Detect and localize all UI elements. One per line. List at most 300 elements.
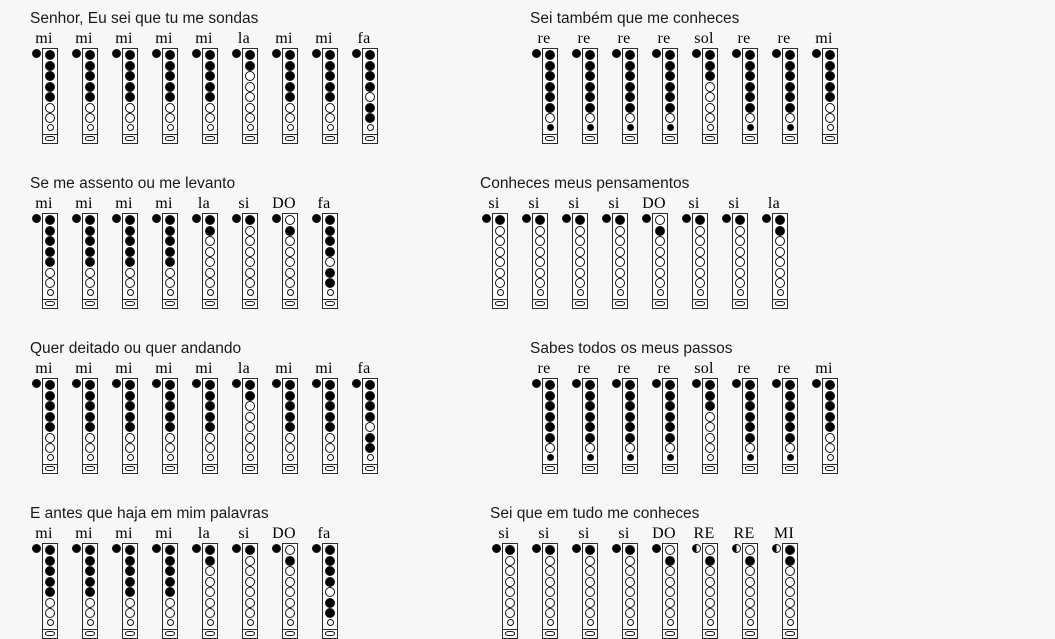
recorder-diagram <box>770 543 798 639</box>
finger-hole <box>205 215 215 225</box>
finger-hole <box>125 587 135 597</box>
recorder-diagram <box>270 213 298 309</box>
recorder-body <box>242 213 258 300</box>
finger-hole <box>45 215 55 225</box>
recorder-diagram <box>730 543 758 639</box>
finger-hole <box>45 92 55 102</box>
thumb-hole-column <box>110 213 122 223</box>
finger-hole <box>787 454 794 461</box>
recorder-foot <box>742 135 758 144</box>
finger-hole <box>245 50 255 60</box>
recorder-diagram <box>190 543 218 639</box>
finger-hole <box>705 50 715 60</box>
recorder-diagram <box>530 378 558 474</box>
recorder-body <box>162 378 178 465</box>
thumb-hole-column <box>560 213 572 223</box>
recorder-foot <box>42 630 58 639</box>
finger-hole <box>45 50 55 60</box>
finger-hole <box>205 82 215 92</box>
note-name: la <box>197 525 211 542</box>
finger-hole <box>285 278 295 288</box>
finger-hole <box>625 82 635 92</box>
finger-hole <box>85 215 95 225</box>
recorder-body <box>542 48 558 135</box>
finger-hole <box>325 257 335 267</box>
finger-hole <box>127 289 134 296</box>
finger-hole <box>285 401 295 411</box>
thumb-hole <box>232 49 241 58</box>
finger-hole <box>205 257 215 267</box>
recorder-body <box>772 213 788 300</box>
finger-hole <box>165 92 175 102</box>
finger-hole <box>205 92 215 102</box>
recorder-body <box>82 378 98 465</box>
thumb-hole-column <box>720 213 732 223</box>
finger-hole <box>325 215 335 225</box>
finger-hole <box>665 113 675 123</box>
finger-hole <box>745 92 755 102</box>
note-name: fa <box>317 525 331 542</box>
thumb-hole <box>272 379 281 388</box>
lyric-phrase-block <box>30 10 378 144</box>
thumb-hole <box>772 544 781 553</box>
finger-hole <box>585 391 595 401</box>
recorder-foot <box>702 135 718 144</box>
finger-hole <box>247 124 254 131</box>
thumb-hole-column <box>650 48 662 58</box>
finger-hole <box>125 257 135 267</box>
thumb-hole-column <box>70 213 82 223</box>
finger-hole <box>775 215 785 225</box>
recorder-body <box>622 48 638 135</box>
finger-hole <box>125 278 135 288</box>
thumb-hole-column <box>810 48 822 58</box>
finger-hole <box>325 608 335 618</box>
finger-hole <box>165 82 175 92</box>
finger-hole <box>287 619 294 626</box>
finger-hole <box>285 433 295 443</box>
finger-hole <box>205 401 215 411</box>
note-name: DO <box>642 195 666 212</box>
finger-hole <box>495 257 505 267</box>
finger-hole <box>745 71 755 81</box>
thumb-hole-column <box>730 543 742 553</box>
finger-hole <box>747 454 754 461</box>
finger-hole <box>85 443 95 453</box>
finger-hole <box>365 443 375 453</box>
note-name: mi <box>155 30 173 47</box>
fingering-note <box>350 30 378 144</box>
recorder-foot <box>162 630 178 639</box>
thumb-hole-column <box>770 378 782 388</box>
finger-hole <box>705 412 715 422</box>
recorder-foot <box>822 465 838 474</box>
recorder-diagram <box>110 378 138 474</box>
recorder-body-column <box>772 213 788 309</box>
recorder-body <box>42 543 58 630</box>
finger-hole <box>627 124 634 131</box>
recorder-foot <box>282 300 298 309</box>
recorder-diagram <box>680 213 708 309</box>
recorder-diagram <box>650 48 678 144</box>
finger-hole <box>165 113 175 123</box>
finger-hole <box>735 215 745 225</box>
recorder-foot <box>542 135 558 144</box>
fingering-note <box>720 195 748 309</box>
thumb-hole <box>192 49 201 58</box>
finger-hole <box>285 412 295 422</box>
finger-hole <box>587 124 594 131</box>
finger-hole <box>325 278 335 288</box>
finger-hole <box>45 443 55 453</box>
note-name: mi <box>275 30 293 47</box>
finger-hole <box>165 433 175 443</box>
thumb-hole <box>532 49 541 58</box>
thumb-hole <box>232 544 241 553</box>
fingering-note <box>690 525 718 639</box>
thumb-hole-column <box>520 213 532 223</box>
finger-hole <box>85 247 95 257</box>
finger-hole <box>285 247 295 257</box>
recorder-body-column <box>782 543 798 639</box>
fingering-note <box>730 525 758 639</box>
thumb-hole <box>732 49 741 58</box>
note-name: si <box>488 195 500 212</box>
thumb-hole-column <box>610 378 622 388</box>
recorder-diagram <box>730 378 758 474</box>
recorder-diagram <box>30 543 58 639</box>
recorder-diagram <box>810 48 838 144</box>
finger-hole <box>655 257 665 267</box>
finger-hole <box>365 50 375 60</box>
recorder-diagram <box>570 543 598 639</box>
fingering-note <box>310 30 338 144</box>
finger-hole <box>205 236 215 246</box>
finger-hole <box>705 401 715 411</box>
finger-hole <box>285 598 295 608</box>
recorder-body <box>622 543 638 630</box>
fingering-note <box>690 30 718 144</box>
recorder-diagram <box>720 213 748 309</box>
finger-hole <box>45 587 55 597</box>
finger-hole <box>285 92 295 102</box>
thumb-hole <box>152 544 161 553</box>
recorder-body-column <box>322 543 338 639</box>
finger-hole <box>665 443 675 453</box>
finger-hole <box>285 608 295 618</box>
note-name: si <box>688 195 700 212</box>
recorder-body-column <box>282 543 298 639</box>
finger-hole <box>125 566 135 576</box>
finger-hole <box>787 124 794 131</box>
finger-hole <box>775 278 785 288</box>
recorder-foot <box>362 465 378 474</box>
recorder-body-column <box>162 48 178 144</box>
note-name: mi <box>75 525 93 542</box>
finger-hole <box>775 226 785 236</box>
finger-hole <box>165 577 175 587</box>
finger-hole <box>547 454 554 461</box>
fingering-note <box>650 525 678 639</box>
recorder-diagram <box>520 213 548 309</box>
recorder-body <box>242 543 258 630</box>
finger-hole <box>705 608 715 618</box>
finger-hole <box>705 103 715 113</box>
fingering-note <box>490 525 518 639</box>
finger-hole <box>85 113 95 123</box>
finger-hole <box>245 215 255 225</box>
thumb-hole <box>572 544 581 553</box>
finger-hole <box>655 236 665 246</box>
finger-hole <box>285 391 295 401</box>
recorder-foot <box>692 300 708 309</box>
finger-hole <box>85 566 95 576</box>
note-name: mi <box>115 30 133 47</box>
finger-hole <box>85 608 95 618</box>
fingering-note <box>270 195 298 309</box>
recorder-diagram <box>230 213 258 309</box>
recorder-diagram <box>150 543 178 639</box>
finger-hole <box>705 422 715 432</box>
finger-hole <box>585 556 595 566</box>
finger-hole <box>365 113 375 123</box>
finger-hole <box>505 608 515 618</box>
thumb-hole <box>152 49 161 58</box>
recorder-diagram <box>310 213 338 309</box>
finger-hole <box>545 61 555 71</box>
finger-hole <box>585 443 595 453</box>
thumb-hole-column <box>530 543 542 553</box>
finger-hole <box>205 268 215 278</box>
finger-hole <box>585 71 595 81</box>
note-name: mi <box>35 525 53 542</box>
recorder-body <box>782 48 798 135</box>
fingering-note <box>570 30 598 144</box>
recorder-body <box>362 48 378 135</box>
finger-hole <box>535 226 545 236</box>
note-name: la <box>237 30 251 47</box>
finger-hole <box>785 412 795 422</box>
recorder-body <box>122 48 138 135</box>
finger-hole <box>785 433 795 443</box>
fingering-note <box>530 360 558 474</box>
finger-hole <box>665 598 675 608</box>
finger-hole <box>665 71 675 81</box>
finger-hole <box>825 443 835 453</box>
finger-hole <box>825 61 835 71</box>
recorder-body-column <box>82 213 98 309</box>
finger-hole <box>745 401 755 411</box>
finger-hole <box>665 92 675 102</box>
finger-hole <box>697 289 704 296</box>
recorder-body <box>662 48 678 135</box>
thumb-hole-column <box>310 48 322 58</box>
finger-hole <box>495 226 505 236</box>
fingering-note <box>650 30 678 144</box>
finger-hole <box>205 71 215 81</box>
finger-hole <box>87 124 94 131</box>
fingering-note <box>190 30 218 144</box>
finger-hole <box>247 619 254 626</box>
finger-hole <box>825 422 835 432</box>
recorder-diagram <box>610 543 638 639</box>
fingering-note <box>600 195 628 309</box>
finger-hole <box>825 113 835 123</box>
recorder-diagram <box>270 543 298 639</box>
recorder-foot <box>202 135 218 144</box>
note-name: mi <box>155 195 173 212</box>
finger-hole <box>205 577 215 587</box>
recorder-body <box>82 213 98 300</box>
finger-hole <box>205 50 215 60</box>
finger-hole <box>745 380 755 390</box>
lyric-phrase-block <box>480 175 788 309</box>
finger-hole <box>745 422 755 432</box>
recorder-body-column <box>322 213 338 309</box>
fingering-note <box>610 30 638 144</box>
finger-hole <box>535 257 545 267</box>
recorder-diagram <box>640 213 668 309</box>
finger-hole <box>325 103 335 113</box>
recorder-body-column <box>362 378 378 474</box>
note-name: re <box>657 360 671 377</box>
recorder-foot <box>782 630 798 639</box>
finger-hole <box>325 92 335 102</box>
thumb-hole <box>312 544 321 553</box>
recorder-body <box>322 543 338 630</box>
recorder-diagram <box>810 378 838 474</box>
recorder-foot <box>82 465 98 474</box>
fingering-note <box>230 30 258 144</box>
recorder-diagram <box>690 543 718 639</box>
thumb-hole <box>232 214 241 223</box>
thumb-hole <box>152 379 161 388</box>
finger-hole <box>205 391 215 401</box>
fingering-note <box>530 30 558 144</box>
recorder-foot <box>162 135 178 144</box>
finger-hole <box>655 226 665 236</box>
thumb-hole <box>612 544 621 553</box>
recorder-body <box>282 543 298 630</box>
recorder-body <box>782 543 798 630</box>
finger-hole <box>505 566 515 576</box>
recorder-foot <box>662 135 678 144</box>
finger-hole <box>85 268 95 278</box>
recorder-body <box>322 378 338 465</box>
finger-hole <box>787 619 794 626</box>
thumb-hole <box>152 214 161 223</box>
thumb-hole-column <box>230 378 242 388</box>
finger-hole <box>85 422 95 432</box>
finger-hole <box>125 556 135 566</box>
recorder-foot <box>612 300 628 309</box>
note-name: si <box>568 195 580 212</box>
finger-hole <box>505 556 515 566</box>
note-name: mi <box>815 30 833 47</box>
finger-hole <box>665 566 675 576</box>
finger-hole <box>745 556 755 566</box>
fingering-note <box>610 360 638 474</box>
thumb-hole-column <box>690 378 702 388</box>
finger-hole <box>165 556 175 566</box>
fingering-note <box>30 30 58 144</box>
thumb-hole <box>32 544 41 553</box>
recorder-foot <box>162 465 178 474</box>
phrase-title: Sabes todos os meus passos <box>530 340 733 357</box>
recorder-foot <box>242 630 258 639</box>
finger-hole <box>325 71 335 81</box>
note-name: mi <box>155 360 173 377</box>
recorder-foot <box>492 300 508 309</box>
finger-hole <box>365 82 375 92</box>
recorder-foot <box>242 135 258 144</box>
finger-hole <box>785 61 795 71</box>
recorder-foot <box>82 630 98 639</box>
thumb-hole-column <box>190 543 202 553</box>
thumb-hole <box>612 49 621 58</box>
fingering-note <box>570 360 598 474</box>
recorder-body-column <box>202 48 218 144</box>
fingering-note <box>190 360 218 474</box>
note-name: RE <box>693 525 715 542</box>
recorder-diagram <box>110 48 138 144</box>
recorder-body-column <box>202 378 218 474</box>
finger-hole <box>245 412 255 422</box>
finger-hole <box>367 454 374 461</box>
finger-hole <box>665 608 675 618</box>
finger-hole <box>737 289 744 296</box>
note-name: la <box>237 360 251 377</box>
recorder-foot <box>282 135 298 144</box>
finger-hole <box>545 391 555 401</box>
recorder-body-column <box>122 543 138 639</box>
recorder-body-column <box>702 378 718 474</box>
finger-hole <box>85 236 95 246</box>
finger-hole <box>45 391 55 401</box>
finger-hole <box>165 268 175 278</box>
finger-hole <box>127 124 134 131</box>
finger-hole <box>785 443 795 453</box>
recorder-body-column <box>582 543 598 639</box>
fingering-note <box>110 195 138 309</box>
finger-hole <box>745 443 755 453</box>
recorder-diagram <box>610 48 638 144</box>
finger-hole <box>205 113 215 123</box>
finger-hole <box>325 61 335 71</box>
finger-hole <box>625 422 635 432</box>
finger-hole <box>85 92 95 102</box>
finger-hole <box>745 61 755 71</box>
finger-hole <box>205 226 215 236</box>
finger-hole <box>785 608 795 618</box>
recorder-body-column <box>122 378 138 474</box>
fingering-note <box>810 360 838 474</box>
thumb-hole <box>692 379 701 388</box>
recorder-body <box>502 543 518 630</box>
recorder-foot <box>242 465 258 474</box>
fingering-note <box>270 525 298 639</box>
thumb-hole-column <box>150 48 162 58</box>
finger-hole <box>167 454 174 461</box>
finger-hole <box>127 619 134 626</box>
recorder-diagram <box>770 48 798 144</box>
recorder-foot <box>322 465 338 474</box>
finger-hole <box>167 619 174 626</box>
finger-hole <box>825 391 835 401</box>
finger-hole <box>45 380 55 390</box>
recorder-body <box>732 213 748 300</box>
recorder-diagram <box>30 213 58 309</box>
